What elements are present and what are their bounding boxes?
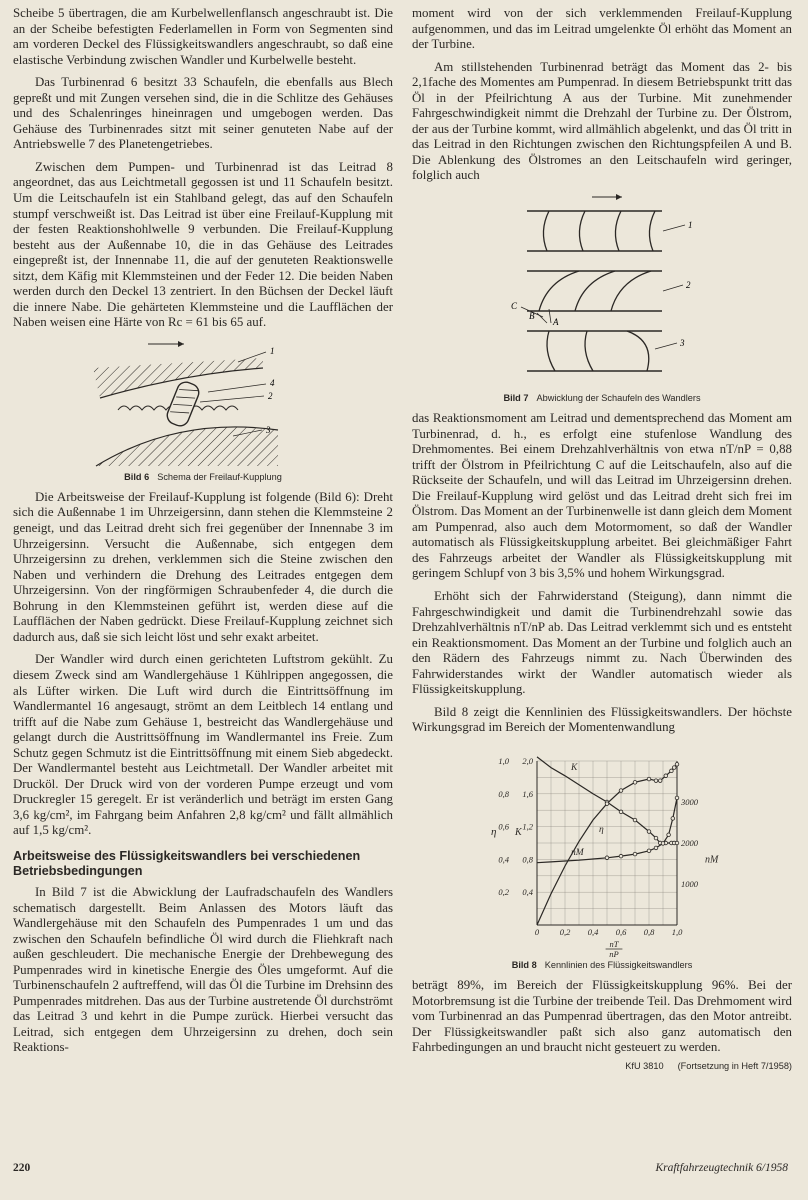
data-point — [661, 842, 665, 846]
turbine-blades — [539, 271, 651, 311]
data-point — [654, 836, 658, 840]
figure-caption: Bild 8 Kennlinien des Flüssigkeitswandlers — [511, 959, 693, 970]
series-label: K — [571, 762, 578, 773]
paragraph: Am stillstehenden Turbinenrad beträgt das Moment das 2- bis 2,1fache des Momentes am Pumpenrad. In diesem Betriebspunkt tritt das Öl in der Pfeilrichtung A aus der Turbine. Mit zunehmender Fahrgeschwindigkeit nimmt die Drehzahl der Turbine zu. Der Ölstrom, der aus der Turbine kommt, wird allmählich abgelenkt, und das Öl tritt in das Leitrad in den Richtungen zwischen den Richtungspfeilen A und B. Die Ablenkung des Ölstromes an den Leitschaufeln wird geringer, folglich auch — [412, 59, 792, 183]
n-axis-label: nM — [705, 854, 719, 866]
paragraph: Scheibe 5 übertragen, die am Kurbelwellenflansch angeschraubt ist. Die an der Scheibe befestigten Federlamellen in Form von Segmenten sind am vorderen Deckel des Flüssigkeitswandlers angeschraubt, so daß eine elastische Verbindung zwischen Wandler und Kurbelwelle besteht. — [13, 6, 393, 67]
eta-tick-label: 1,0 — [498, 755, 509, 766]
data-point — [647, 777, 651, 781]
data-point — [633, 780, 637, 784]
figure-6 — [13, 338, 393, 482]
data-point — [664, 774, 668, 778]
x-tick-label: 1,0 — [671, 926, 683, 937]
data-point — [670, 769, 674, 773]
paragraph: Zwischen dem Pumpen- und Turbinenrad ist das Leitrad 8 angeordnet, das aus Leichtmetall gegossen ist und 11 Schaufeln besitzt. Um die Leitschaufeln ist ein Stahlband gelegt, das auf den Schaufeln stumpf verschweißt ist. Das Leitrad ist über eine Freilauf-Kupplung mit der festen Reaktionshohlwelle 9 verbunden. Die Freilauf-Kupplung besteht aus der Außennabe 10, die in das Gehäuse des Leitrades eingepreßt ist, der Innennabe 11, die auf der genuteten Reaktionswelle sitzt, dem Käfig mit Klemmsteinen und der Feder 12. Die beiden Naben werden durch den Deckel 13 zentriert. In den Büchsen der Deckel läuft die innere Nabe. Die gehärteten Klemmsteine und die Laufflächen der Naben weisen eine Härte von Rc = 61 bis 65 auf. — [13, 159, 393, 330]
n-tick-label: 1000 — [681, 878, 698, 889]
data-point — [667, 833, 671, 837]
series-label: η — [599, 824, 604, 835]
fig7-label: B — [529, 311, 535, 322]
data-point — [605, 802, 609, 806]
fig7-label: 2 — [686, 280, 691, 291]
eta-axis-label: η — [491, 825, 497, 838]
k-tick-label: 2,0 — [522, 755, 533, 766]
eta-tick-label: 0,6 — [498, 821, 509, 832]
left-column — [13, 6, 393, 1063]
x-axis-label-num: nT — [609, 938, 619, 949]
fig6-label: 4 — [270, 377, 275, 388]
characteristic-chart — [477, 743, 727, 958]
continuation-note: (Fortsetzung in Heft 7/1958) — [677, 1060, 792, 1071]
x-tick-label: 0,8 — [643, 926, 655, 937]
n-tick-label: 3000 — [681, 796, 698, 807]
fig7-label: A — [553, 317, 559, 328]
figure-7 — [412, 191, 792, 403]
paragraph: moment wird von der sich verklemmenden Freilauf-Kupplung aufgenommen, und das im Leitrad umgelenkte Öl erhöht das Moment an der Turbine. — [412, 6, 792, 52]
pump-blades — [543, 211, 655, 251]
article-note — [412, 1061, 792, 1071]
data-point — [647, 849, 651, 853]
page-number: 220 — [13, 1162, 31, 1174]
journal-name: Kraftfahrzeugtechnik 6/1958 — [655, 1162, 788, 1174]
fig6-label: 1 — [270, 345, 275, 356]
data-point — [675, 841, 679, 845]
clamp-stone — [165, 379, 202, 428]
fig7-label: 3 — [680, 338, 685, 349]
kfu-code: KfU 3810 — [625, 1060, 664, 1071]
k-tick-label: 0,8 — [522, 854, 533, 865]
x-axis-label-den: nP — [609, 948, 619, 958]
data-point — [605, 856, 609, 860]
fig7-label: C — [511, 301, 518, 312]
data-point — [675, 762, 679, 766]
data-point — [654, 846, 658, 850]
paragraph: das Reaktionsmoment am Leitrad und dementsprechend das Moment am Turbinenrad, d. h., es erfolgt eine stufenlose Wandlung des Drehmomentes. Bei einem Drehzahlverhältnis von etwa nT/nP = 0,88 trifft der Ölstrom in Pfeilrichtung C auf die Leitschaufeln, also auf die Rückseite der Schaufeln, und will das Leitrad im Uhrzeigersinn drehen. Die Freilauf-Kupplung wird gelöst und das Leitrad dreht sich frei im Ölstrom. Das Moment an der Turbinenwelle ist dann gleich dem Moment am Pumpenrad, also auch dem Motormoment, so daß der Wandler automatisch als Flüssigkeitskupplung arbeitet. Bei gleichmäßiger Fahrt des Fahrzeugs arbeitet der Wandler als Flüssigkeitskupplung mit geringem Schlupf von 3 bis 3,5% und hohem Wirkungsgrad. — [412, 411, 792, 581]
paragraph: beträgt 89%, im Bereich der Flüssigkeitskupplung 96%. Bei der Motorbremsung ist die Turbine der treibende Teil. Das Drehmoment wird vom Turbinenrad an das Pumpenrad übertragen, das den Motor antreibt. Der Flüssigkeitswandler paßt sich also ganz automatisch den Fahrbedingungen an und braucht nicht gesteuert zu werden. — [412, 977, 792, 1055]
paragraph: Die Arbeitsweise der Freilauf-Kupplung ist folgende (Bild 6): Dreht sich die Außennabe 1 im Uhrzeigersinn, dann stehen die Klemmsteine 2 geneigt, und das Leitrad dreht sich frei gegenüber der Innennabe 3 im Uhrzeigersinn. Versucht die Außennabe, sich entgegen dem Uhrzeigersinn zu drehen, verklemmen sich die Steine zwischen den Naben und verhindern die Drehung des Leitrades entgegen dem Uhrzeigersinn. Von der ringförmigen Schraubenfeder 4, die durch die Bohrung in den Klemmsteinen geführt ist, werden diese auf die Laufflächen der Naben gedrückt. Diese Freilauf-Kupplung zeichnet sich dadurch aus, daß sie sich leicht löst und sehr exakt arbeitet. — [13, 489, 393, 644]
eta-tick-label: 0,4 — [498, 854, 509, 865]
data-point — [619, 789, 623, 793]
paragraph: Erhöht sich der Fahrwiderstand (Steigung), dann nimmt die Fahrgeschwindigkeit und damit die Turbinendrehzahl sowie das Drehzahlverhältnis nT/nP ab. Das Leitrad verklemmt sich und es entsteht ein Reaktionsmoment. Das Moment an der Turbine und folglich auch an den Rädern des Fahrzeugs nimmt zu. Nach Überwinden des Fahrwiderstandes wirkt der Wandler automatisch wieder als Flüssigkeitskupplung. — [412, 589, 792, 697]
k-tick-label: 0,4 — [522, 887, 533, 898]
data-point — [654, 779, 658, 783]
eta-tick-label: 0,2 — [498, 887, 509, 898]
data-point — [647, 830, 651, 834]
blade-development-diagram — [487, 191, 717, 391]
k-tick-label: 1,6 — [522, 788, 533, 799]
x-tick-label: 0,4 — [587, 926, 599, 937]
stator-blades — [547, 331, 649, 371]
x-tick-label: 0 — [534, 926, 540, 937]
x-tick-label: 0,2 — [559, 926, 571, 937]
figure-caption: Bild 7 Abwicklung der Schaufeln des Wandlers — [503, 393, 701, 404]
fig6-label: 3 — [266, 424, 271, 435]
freewheel-diagram — [88, 338, 318, 470]
paragraph: Der Wandler wird durch einen gerichteten Luftstrom gekühlt. Zu diesem Zweck sind am Wandlergehäuse 1 Kühlrippen angegossen, die als Lüfter wirken. Die Luft wird durch die Eintrittsöffnung im Wandlermantel 16 angesaugt, strömt an dem Leitblech 14 entlang und trifft auf die Nabe zum Gehäuse 1, bestreicht das Wandlergehäuse und gelangt durch die Austrittsöffnung im Wandlermantel ins Freie. Zum Schutz gegen Schmutz ist die Eintrittsöffnung mit einem Sieb abgedeckt. Der Wandlermantel besteht aus Leichtmetall. Der Wandler arbeitet mit Drucköl. Der Druck wird von der vorderen Pumpe erzeugt und vom Druckregler 15 geregelt. Er ist veränderlich und beträgt im ersten Gang 3,6 kg/cm², im Fahrgang beim Anfahren 2,8 kg/cm² und fällt allmählich auf 1,5 kg/cm². — [13, 652, 393, 838]
data-point — [619, 854, 623, 858]
data-point — [672, 766, 676, 770]
paragraph: Das Turbinenrad 6 besitzt 33 Schaufeln, die ebenfalls aus Blech gepreßt und mit Zungen versehen sind, die in die Schlitze des Gehäuses und des Schalenringes hineinragen und umgebogen werden. Das Gehäuse des Turbinenrades sitzt mit seiner genuteten Nabe auf der Antriebswelle 7 des Planetengetriebes. — [13, 75, 393, 152]
fig7-label: 1 — [688, 220, 693, 231]
section-heading: Arbeitsweise des Flüssigkeitswandlers bei verschiedenen Betriebsbedingungen — [13, 848, 361, 878]
paragraph: In Bild 7 ist die Abwicklung der Laufradschaufeln des Wandlers schematisch dargestellt. Beim Anlassen des Motors läuft das Wandlergehäuse mit den Schaufeln des Pumpenrades 1 um und das zwischen den Schaufeln befindliche Öl wird durch die Fliehkraft nach außen geschleudert. Die mechanische Energie der Drehbewegung des Pumpenrades wird in kinetische Energie des Öles umgeformt. Auf die Turbinenschaufeln 2 auftreffend, will das Öl die Turbine im Drehsinn des Pumpenrades mitdrehen. Das aus der Turbine austretende Öl durchströmt das Leitrad 3 und kehrt in die Pumpe zurück. Hierbei versucht das Leitrad, sich entgegen dem Uhrzeigersinn zu drehen, doch sein Reaktions- — [13, 884, 393, 1055]
x-tick-label: 0,6 — [615, 926, 627, 937]
k-axis-label: K — [515, 826, 522, 838]
data-point — [633, 818, 637, 822]
series-label: nM — [571, 847, 584, 858]
n-tick-label: 2000 — [681, 837, 698, 848]
k-tick-label: 1,2 — [522, 821, 533, 832]
paragraph: Bild 8 zeigt die Kennlinien des Flüssigkeitswandlers. Der höchste Wirkungsgrad im Bereich der Momentenwandlung — [412, 704, 792, 735]
figure-8 — [412, 743, 792, 970]
data-point — [675, 796, 679, 800]
data-point — [633, 852, 637, 856]
eta-tick-label: 0,8 — [498, 788, 509, 799]
data-point — [671, 817, 675, 821]
data-point — [658, 779, 662, 783]
data-point — [619, 810, 623, 814]
fig6-label: 2 — [268, 390, 273, 401]
figure-caption: Bild 6 Schema der Freilauf-Kupplung — [124, 471, 282, 482]
inner-hub — [96, 424, 278, 466]
right-column — [412, 6, 792, 1071]
